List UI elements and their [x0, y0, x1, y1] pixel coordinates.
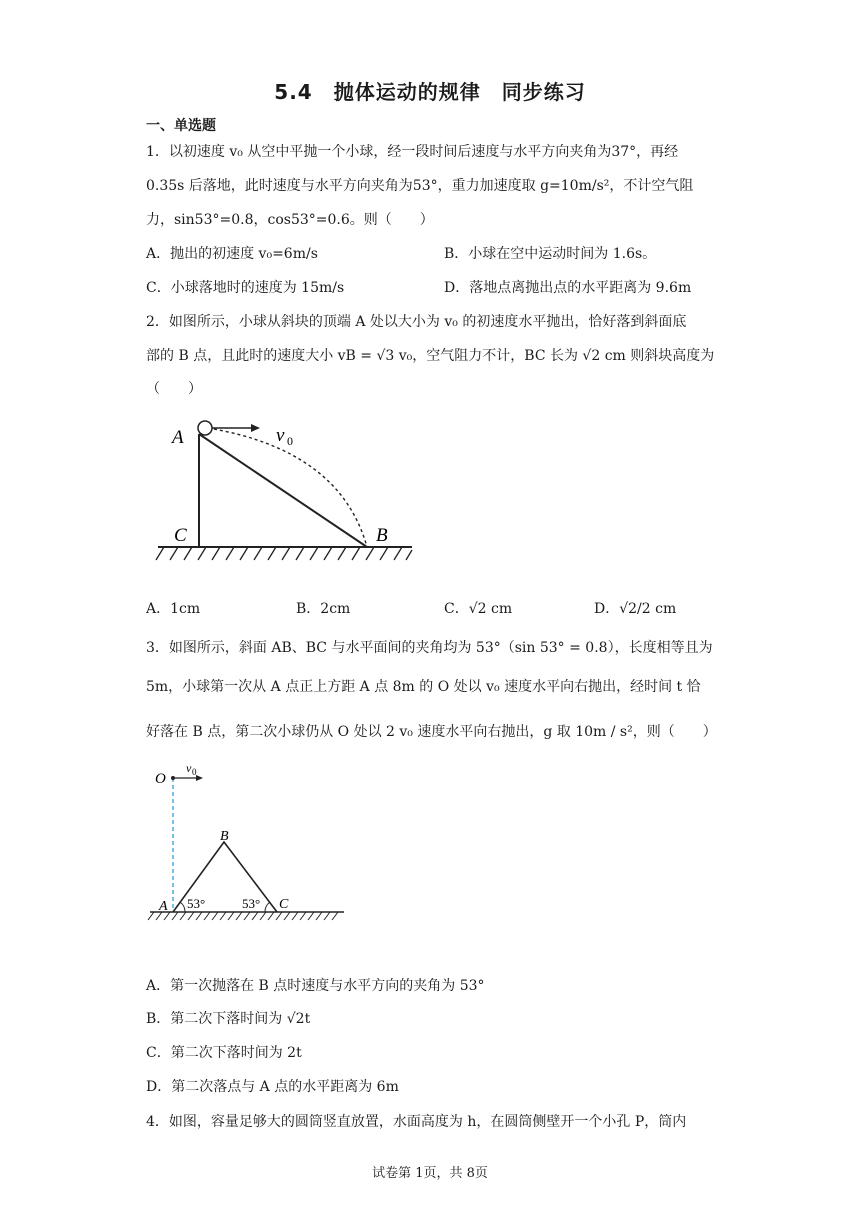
q2-option-b: B．2cm [296, 601, 351, 617]
q3-label-v: v [186, 761, 192, 775]
q2-label-a: A [172, 427, 184, 448]
q2-label-c: C [174, 525, 187, 546]
q3-line-2: 5m，小球第一次从 A 点正上方距 A 点 8m 的 O 处以 v₀ 速度水平向右抛出，经时间 t 恰 [146, 679, 701, 695]
q2-arrow-head [251, 424, 260, 432]
q1-option-c: C．小球落地时的速度为 15m/s [146, 280, 345, 296]
q3-label-o: O [155, 771, 166, 787]
page-footer: 试卷第 1页，共 8页 [372, 1166, 488, 1181]
q2-ground-hatch [156, 547, 412, 560]
q3-angle-label-a: 53° [187, 896, 206, 911]
q3-line-1: 3．如图所示，斜面 AB、BC 与水平面间的夹角均为 53°（sin 53° = 0.8），长度相等且为 [146, 640, 713, 656]
q2-option-a: A．1cm [146, 601, 201, 617]
q1-line-1: 1．以初速度 v₀ 从空中平抛一个小球，经一段时间后速度与水平方向夹角为37°，再经 [146, 144, 679, 160]
q3-option-b: B．第二次下落时间为 √2t [146, 1011, 311, 1027]
q3-label-v-sub: 0 [192, 767, 197, 777]
q3-label-b: B [220, 829, 229, 844]
q1-line-2: 0.35s 后落地，此时速度与水平方向夹角为53°，重力加速度取 g=10m/s²，不计空气阻 [146, 178, 694, 194]
section-heading: 一、单选题 [146, 118, 216, 134]
q3-angle-label-c: 53° [242, 896, 261, 911]
q2-ball [198, 421, 212, 435]
q2-label-v: v [276, 425, 285, 446]
q4-line-1: 4．如图，容量足够大的圆筒竖直放置，水面高度为 h，在圆筒侧壁开一个小孔 P，筒内 [146, 1114, 687, 1130]
q2-line-1: 2．如图所示，小球从斜块的顶端 A 处以大小为 v₀ 的初速度水平抛出，恰好落到斜面底 [146, 314, 687, 330]
q2-line-2: 部的 B 点，且此时的速度大小 vB = √3 v₀，空气阻力不计，BC 长为 √2 cm 则斜块高度为 [146, 348, 715, 364]
q3-option-c: C．第二次下落时间为 2t [146, 1045, 302, 1061]
q3-point-o [171, 776, 175, 780]
q3-ground-hatch [148, 912, 338, 920]
q1-option-b: B．小球在空中运动时间为 1.6s。 [444, 246, 657, 262]
q3-figure [146, 760, 351, 925]
q3-line-3: 好落在 B 点，第二次小球仍从 O 处以 2 v₀ 速度水平向右抛出，g 取 10m / s²，则（ ） [146, 724, 717, 740]
q1-line-3: 力，sin53°=0.8，cos53°=0.6。则（ ） [146, 212, 434, 228]
q2-line-3: （ ） [146, 381, 202, 397]
q2-label-v-sub: 0 [287, 434, 293, 448]
q2-figure [150, 410, 420, 570]
q3-angle-arc-c [265, 902, 270, 912]
q2-option-d: D．√2/2 cm [594, 601, 677, 617]
q3-label-a: A [159, 899, 168, 914]
q2-option-c: C．√2 cm [444, 601, 513, 617]
q1-option-d: D．落地点离抛出点的水平距离为 9.6m [444, 280, 692, 296]
q3-arrow-head [196, 775, 203, 781]
q3-angle-arc-a [180, 902, 185, 912]
q3-label-c: C [279, 897, 289, 912]
q3-option-d: D．第二次落点与 A 点的水平距离为 6m [146, 1079, 399, 1095]
q1-option-a: A．抛出的初速度 v₀=6m/s [146, 246, 318, 262]
q2-label-b: B [376, 525, 388, 546]
page-title: 5.4 抛体运动的规律 同步练习 [274, 80, 586, 104]
q3-option-a: A．第一次抛落在 B 点时速度与水平方向的夹角为 53° [146, 978, 485, 994]
